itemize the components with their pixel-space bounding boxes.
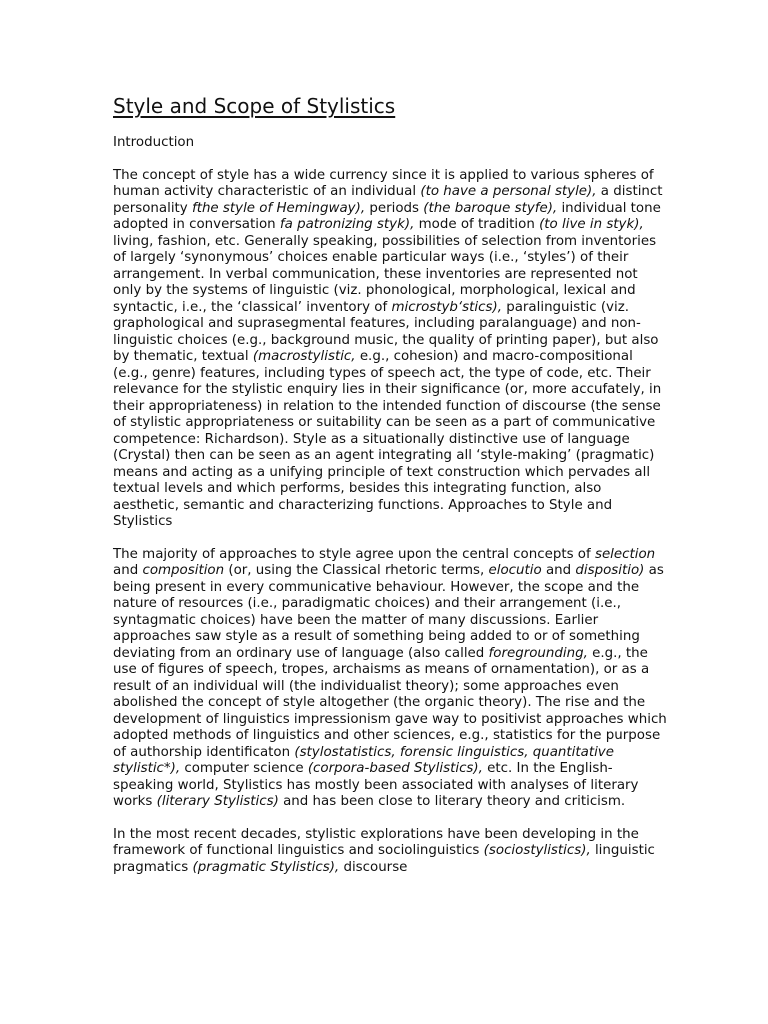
- italic-run: fa patronizing styk),: [279, 217, 415, 232]
- text-run: and: [541, 563, 576, 578]
- document-title: Style and Scope of Stylistics: [113, 94, 396, 118]
- italic-run: (the baroque styfe),: [423, 200, 558, 216]
- text-run: individual tone adopted in conversation: [113, 200, 661, 232]
- text-run: and has been close to literary theory and criticism.: [278, 794, 626, 809]
- italic-run: fthe style of Hemingway),: [191, 200, 366, 216]
- text-run: periods: [365, 200, 424, 216]
- text-run: living, fashion, etc. Generally speaking, possibilities of selection from inventories of largely ‘synonymous’ choices enable particular ways (i.e., ‘styles’) of their arrangement. In verbal communication, these inventories are represented not only by the systems of linguistic (viz. phonological, morphological, lexical and syntactic, i.e., the ‘classical’ inventory of: [113, 233, 657, 315]
- section-heading-introduction: Introduction: [113, 135, 195, 150]
- paragraph-1: [113, 168, 668, 531]
- italic-run: (pragmatic Stylistics),: [192, 859, 340, 875]
- italic-run: dispositio): [575, 563, 645, 578]
- italic-run: composition: [142, 563, 225, 578]
- italic-run: (sociostylistics),: [483, 843, 591, 858]
- paragraph-3: [113, 827, 668, 877]
- italic-run: foregrounding,: [488, 645, 588, 661]
- italic-run: (corpora-based Stylistics),: [307, 761, 483, 776]
- italic-run: (literary Stylistics): [156, 794, 279, 809]
- text-run: a distinct personality: [113, 184, 663, 216]
- text-run: discourse: [339, 859, 408, 875]
- italic-run: (to live in styk),: [539, 217, 644, 232]
- paragraph-2: [113, 547, 668, 811]
- text-run: etc. In the English-speaking world, Stylistics has mostly been associated with analyses of literary works: [113, 761, 639, 809]
- text-run: e.g., the use of figures of speech, tropes, archaisms as means of ornamentation), or as a result of an individual will (the individualist theory); some approaches even abolished the concept of style altogether (the organic theory). The rise and the development of linguistics impressionism gave way to positivist approaches which adopted methods of linguistics and other sciences, e.g., statistics for the purpose of authorship identificaton: [113, 645, 667, 760]
- italic-run: (to have a personal style),: [420, 184, 597, 199]
- italic-run: selection: [594, 546, 656, 562]
- text-run: mode of tradition: [414, 217, 540, 232]
- text-run: and: [113, 563, 143, 578]
- text-run: paralinguistic (viz. graphological and suprasegmental features, including paralanguage) and non-linguistic choices (e.g., background music, the quality of printing paper), but also by thematic, textual: [113, 299, 659, 364]
- text-run: e.g., cohesion) and macro-compositional (e.g., genre) features, including types of speech act, the type of code, etc. Their relevance for the stylistic enquiry lies in their significance (or, more accufately, in their appropriateness) in relation to the intended function of discourse (the sense of stylistic appropriateness or suitability can be seen as a part of communicative competence: Richardson). Style as a situationally distinctive use of language (Crystal) then can be seen as an agent integrating all ‘style-making’ (pragmatic) means and acting as a unifying principle of text construction which pervades all textual levels and which performs, besides this integrating function, also aesthetic, semantic and characterizing functions. Approaches to Style and Stylistics: [113, 349, 662, 529]
- text-run: The concept of style has a wide currency since it is applied to various spheres of human activity characteristic of an individual: [113, 167, 654, 199]
- text-run: computer science: [180, 761, 308, 776]
- italic-run: elocutio: [488, 563, 542, 578]
- body-text: [113, 168, 668, 877]
- italic-run: (macrostylistic,: [252, 349, 356, 364]
- italic-run: (stylostatistics, forensic linguistics, quantitative stylistic*),: [113, 744, 614, 776]
- text-run: linguistic pragmatics: [113, 843, 655, 875]
- text-run: The majority of approaches to style agree upon the central concepts of: [113, 546, 595, 562]
- text-run: In the most recent decades, stylistic explorations have been developing in the framework of functional linguistics and sociolinguistics: [113, 826, 639, 858]
- text-run: as being present in every communicative behaviour. However, the scope and the nature of resources (i.e., paradigmatic choices) and their arrangement (i.e., syntagmatic choices) have been the matter of many discussions. Earlier approaches saw style as a result of something being added to or of something deviating from an ordinary use of language (also called: [113, 563, 664, 661]
- italic-run: microstyb‘stics),: [391, 299, 502, 315]
- text-run: (or, using the Classical rhetoric terms,: [224, 563, 489, 578]
